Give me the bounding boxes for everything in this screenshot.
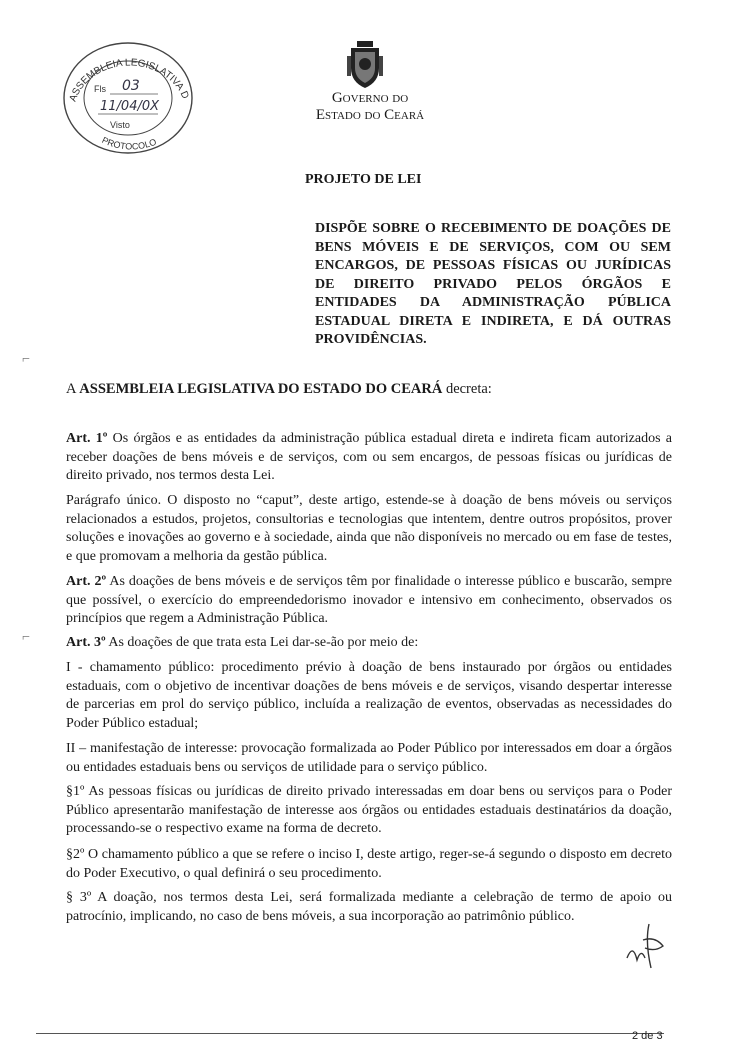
art-text: Os órgãos e as entidades da administração pública estadual direta e indireta ficam autorizados a receber doações de bens móveis e de serviços, com ou sem encargos, de pessoas físicas ou jurídicas de direito privado, nos termos desta Lei. <box>66 431 672 483</box>
inciso-ii <box>66 740 672 777</box>
para-text: §2º O chamamento público a que se refere o inciso I, deste artigo, reger-se-á segundo o disposto em decreto do Poder Executivo, o qual definirá o seu procedimento. <box>66 847 672 881</box>
margin-mark: ⌐ <box>22 630 30 645</box>
para-text: II – manifestação de interesse: provocação formalizada ao Poder Público por interessados em doar a órgãos ou entidades estaduais bens ou serviços de utilidade para o serviço público. <box>66 741 672 775</box>
art-2 <box>66 573 672 629</box>
stamp-org-text: ASSEMBLEIA LEGISLATIVA D <box>67 57 191 104</box>
art-1 <box>66 430 672 486</box>
para-text: I - chamamento público: procedimento prévio à doação de bens instaurado por órgãos ou entidades estaduais, com o objetivo de incentivar doações de bens móveis e de serviços, visando despertar interesse de parcerias em prol do serviço público, incluída a realização de eventos, observadas as necessidades do Poder Público estadual; <box>66 660 672 731</box>
paragrafo-3 <box>66 889 672 926</box>
art-label: Art. 1º <box>66 431 108 446</box>
decree-suffix: decreta: <box>442 381 492 397</box>
stamp-fls-number: 03 <box>122 78 140 94</box>
state-coat-of-arms-icon <box>343 38 387 90</box>
stamp-date: 11/04/0X <box>100 99 160 114</box>
art-text: As doações de que trata esta Lei dar-se-ão por meio de: <box>105 635 419 650</box>
gov-line-1: Governo do <box>331 90 409 106</box>
protocol-stamp <box>60 38 200 156</box>
margin-mark: ⌐ <box>22 352 30 367</box>
stamp-fls-label: Fls <box>94 84 106 94</box>
footer-rule <box>36 1033 664 1034</box>
decree-prefix: A <box>66 381 80 397</box>
para-text: Parágrafo único. O disposto no “caput”, deste artigo, estende-se à doação de bens móveis ou serviços relacionados a estudos, projetos, consultorias e tecnologias que intentem, dentre outros propósitos, prover soluções e inovações ao governo e à sociedade, ainda que não disponíveis no mercado ou em fase de testes, e que promovam a melhoria da gestão pública. <box>66 493 672 564</box>
art-label: Art. 3º <box>66 635 106 650</box>
paragrafo-1 <box>66 783 672 839</box>
stamp-visto: Visto <box>110 120 130 130</box>
inciso-i <box>66 659 672 733</box>
paragrafo-2 <box>66 846 672 883</box>
page-number: 2 de 3 <box>632 1030 663 1042</box>
ementa: DISPÕE SOBRE O RECEBIMENTO DE DOAÇÕES DE BENS MÓVEIS E DE SERVIÇOS, COM OU SEM ENCARGOS, DE PESSOAS FÍSICAS OU JURÍDICAS DE DIREITO PRIVADO PELOS ÓRGÃOS E ENTIDADES DA ADMINISTRAÇÃO PÚBLICA ESTADUAL DIRETA E INDIRETA, E DÁ OUTRAS PROVIDÊNCIAS. <box>315 221 671 347</box>
para-text: § 3º A doação, nos termos desta Lei, será formalizada mediante a celebração de termo de apoio ou patrocínio, implicando, no caso de bens móveis, a sua incorporação ao patrimônio público. <box>66 890 672 924</box>
decree-body: ASSEMBLEIA LEGISLATIVA DO ESTADO DO CEARÁ <box>79 381 443 397</box>
stamp-protocolo-text: PROTOCOLO <box>100 134 158 152</box>
government-header <box>300 90 440 124</box>
document-title: PROJETO DE LEI <box>305 172 422 187</box>
decree-line <box>66 381 492 398</box>
art-text: As doações de bens móveis e de serviços têm por finalidade o interesse público e buscarão, sempre que possível, o exercício do empreendedorismo inovador e intensivo em conhecimento, observados os princípios que regem a Administração Pública. <box>66 574 672 626</box>
para-text: §1º As pessoas físicas ou jurídicas de direito privado interessadas em doar bens ou serviços para o Poder Público apresentarão manifestação de interesse aos órgãos ou entidades estaduais destinatários da doação, processando-se o respectivo exame na forma de decreto. <box>66 784 672 836</box>
paragrafo-unico <box>66 492 672 566</box>
signature-initials <box>615 918 675 973</box>
gov-line-2: Estado do Ceará <box>315 107 425 123</box>
stamp-svg <box>60 38 200 156</box>
art-3 <box>66 634 672 653</box>
art-label: Art. 2º <box>66 574 107 589</box>
